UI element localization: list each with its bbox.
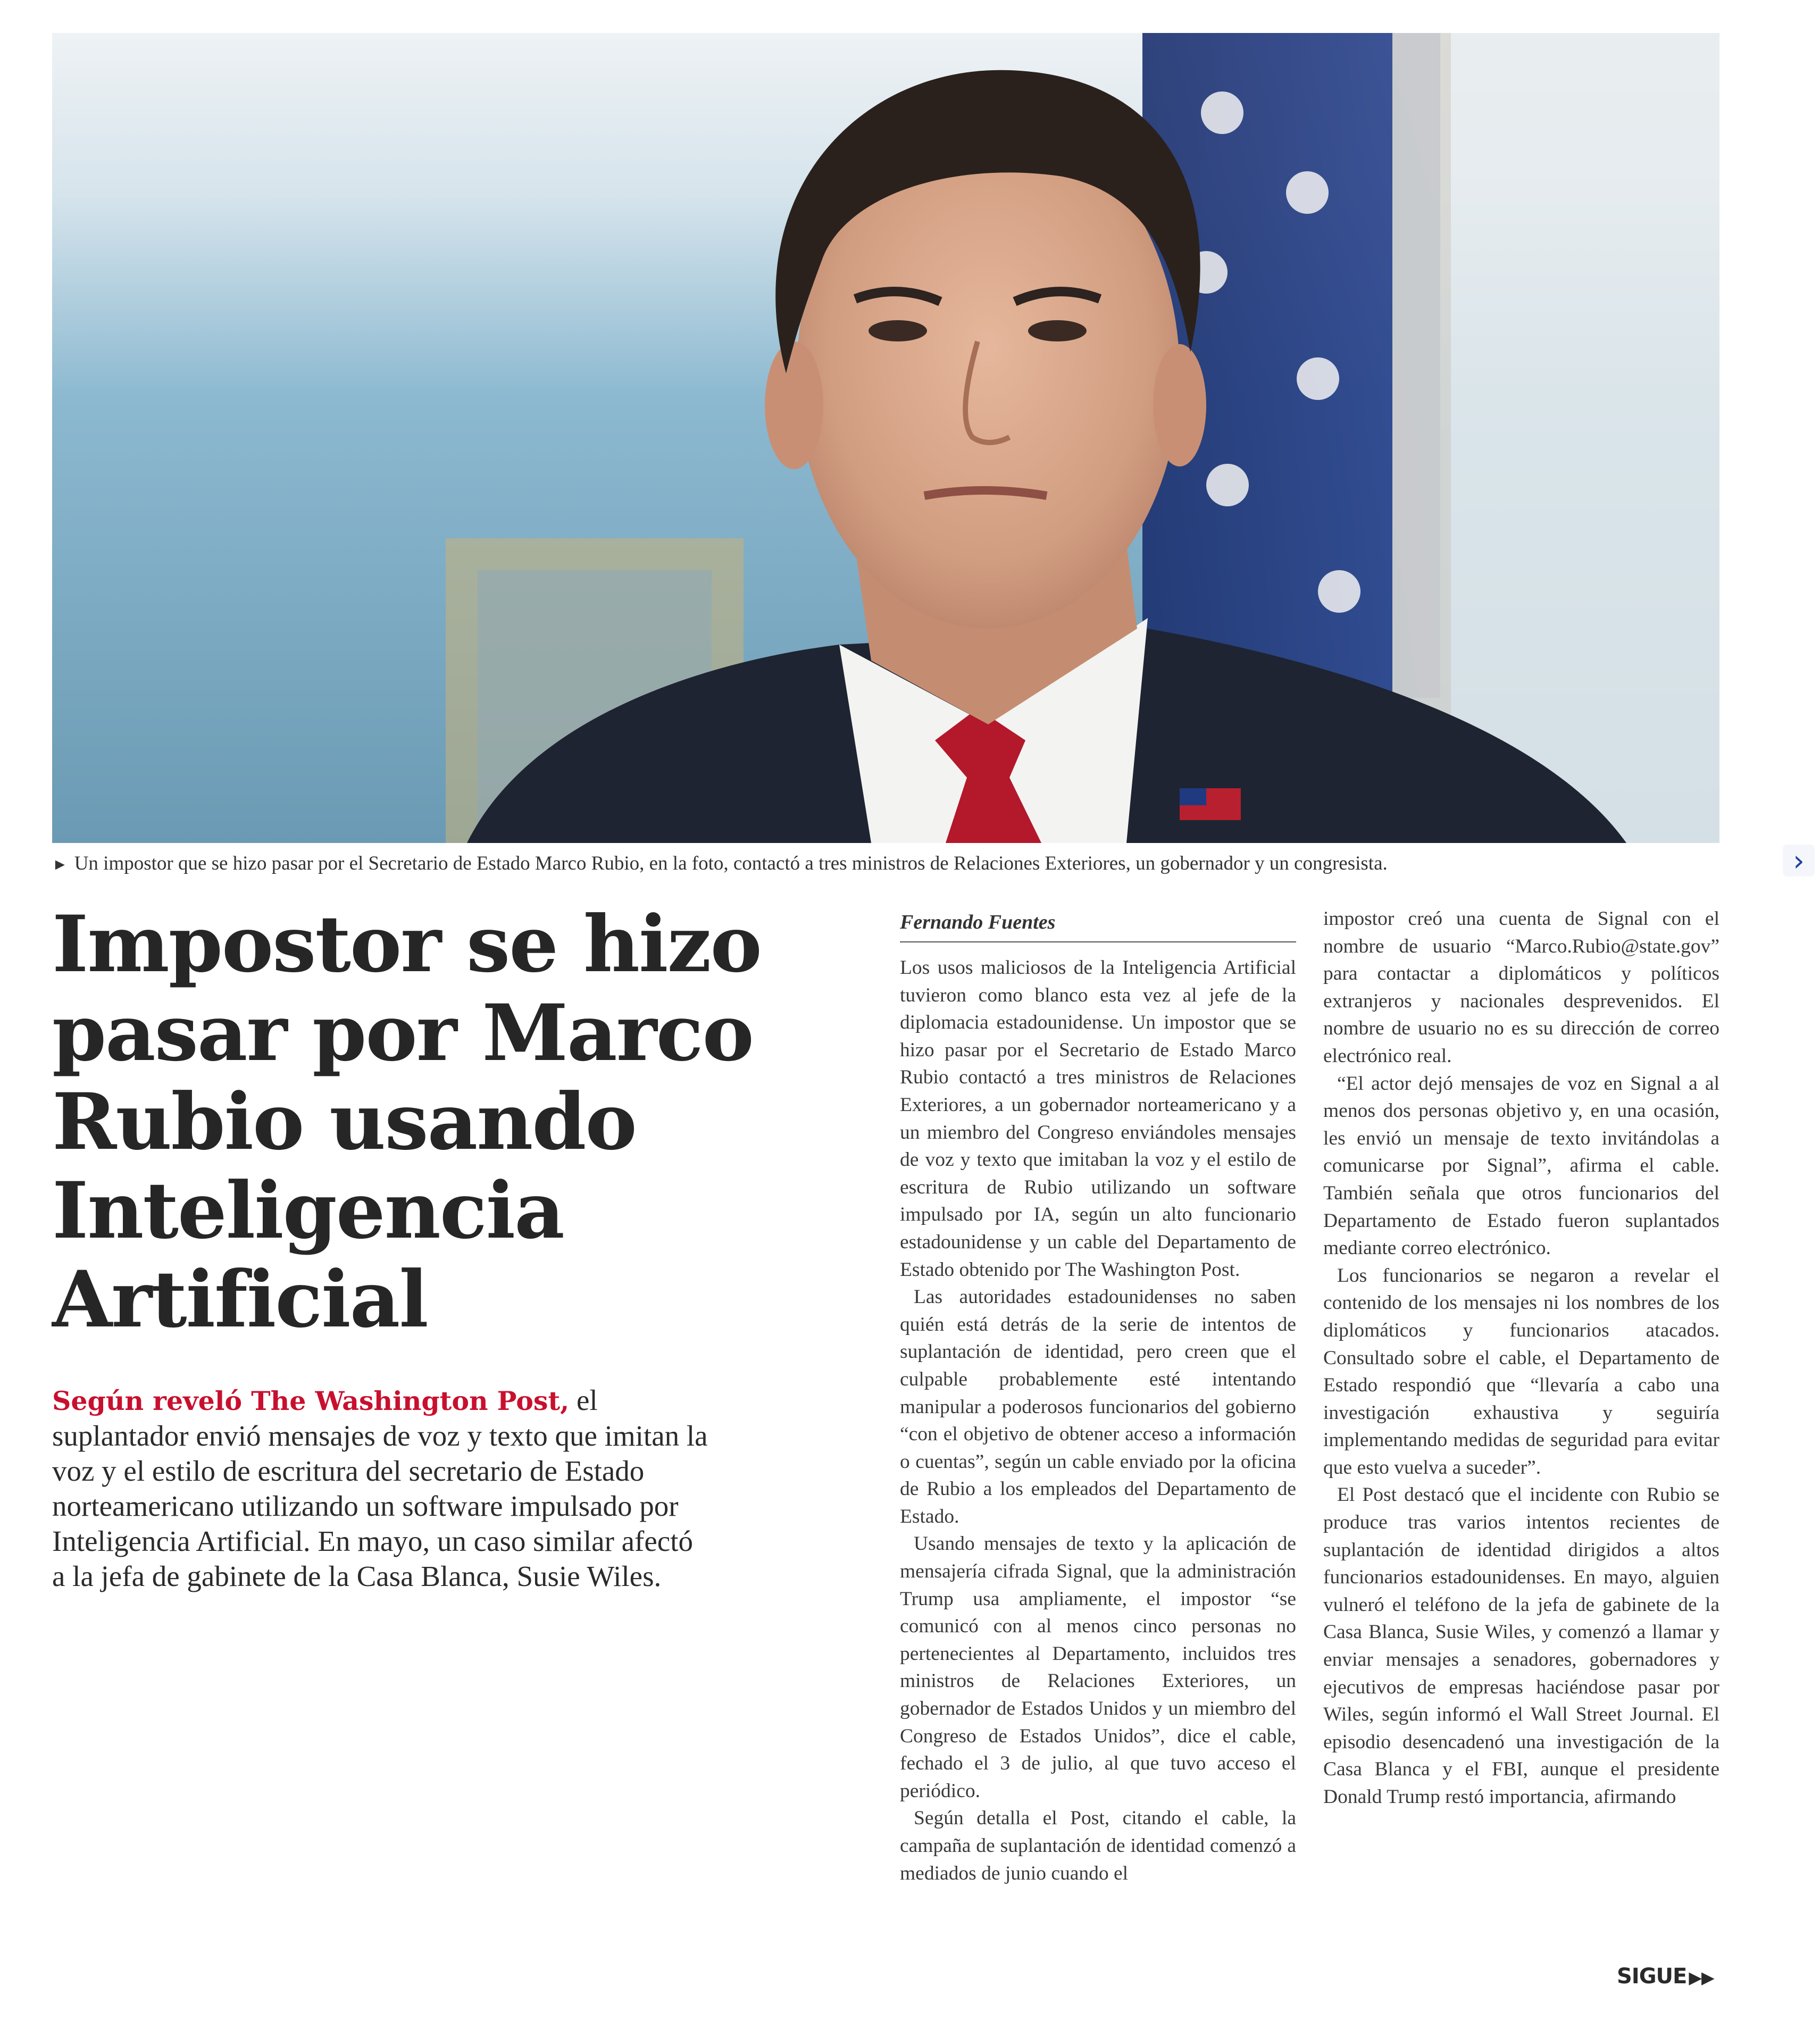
body-paragraph: Según detalla el Post, citando el cable, la campaña de suplantación de identidad comenzó a mediados de junio cuando el — [900, 1807, 1296, 1884]
body-column-1 — [900, 908, 1296, 1887]
article-photo — [52, 33, 1719, 843]
body-paragraph: impostor creó una cuenta de Signal con el nombre de usuario “Marco.Rubio@state.gov” para contactar a diplomáticos y políticos extranjeros y nacionales desprevenidos. El nombre de usuario no es su dirección de correo electrónico real. — [1323, 908, 1719, 1067]
continue-arrows-icon: ▶▶ — [1689, 1967, 1714, 1988]
next-page-icon[interactable]: › — [1783, 845, 1815, 876]
photo-caption — [52, 848, 1754, 880]
portrait-photo-icon — [52, 33, 1719, 843]
lead-kicker: Según reveló The Washington Post, — [52, 1385, 570, 1416]
continue-label: SIGUE — [1617, 1964, 1687, 1989]
body-paragraph: Los funcionarios se negaron a revelar el contenido de los mensajes ni los nombres de los diplomáticos y funcionarios atacados. Consultado sobre el cable, el Departamento de Estado respondió que “llevaría a cabo una investigación exhaustiva y seguiría implementando medidas de seguridad para evitar que esto vuelva a suceder”. — [1323, 1264, 1719, 1479]
body-paragraph: Las autoridades estadounidenses no saben quién está detrás de la serie de intentos de suplantación de identidad, pero creen que el culpable probablemente esté intentando manipular a poderosos funcionarios del gobierno “con el objetivo de obtener acceso a información o cuentas”, según un cable enviado por la oficina de Rubio a los empleados del Departamento de Estado. — [900, 1286, 1296, 1527]
lead-text: el suplantador envió mensajes de voz y texto que imitan la voz y el estilo de escritura del secretario de Estado norteamericano utilizando un software impulsado por Inteligencia Artificial. En mayo, un caso similar afectó a la jefa de gabinete de la Casa Blanca, Susie Wiles. — [52, 1384, 708, 1592]
byline: Fernando Fuentes — [900, 908, 1296, 942]
caption-marker-icon: ► — [52, 856, 68, 873]
body-paragraph: Usando mensajes de texto y la aplicación de mensajería cifrada Signal, que la administración Trump usa ampliamente, el impostor “se comunicó con al menos cinco personas no pertenecientes al Departamento, incluidos tres ministros de Relaciones Exteriores, un gobernador de Estados Unidos y un miembro del Congreso de Estados Unidos”, dice el cable, fechado el 3 de julio, al que tuvo acceso el periódico. — [900, 1533, 1296, 1802]
lead-paragraph — [52, 1383, 712, 1594]
body-paragraph: El Post destacó que el incidente con Rubio se produce tras varios intentos recientes de suplantación de identidad dirigidos a altos funcionarios estadounidenses. En mayo, alguien vulneró el teléfono de la jefa de gabinete de la Casa Blanca, Susie Wiles, y comenzó a llamar y enviar mensajes a senadores, gobernadores y ejecutivos de empresas haciéndose pasar por Wiles, según informó el Wall Street Journal. El episodio desencadenó una investigación de la Casa Blanca y el FBI, aunque el presidente Donald Trump restó importancia, afirmando — [1323, 1484, 1719, 1808]
body-paragraph: “El actor dejó mensajes de voz en Signal a al menos dos personas objetivo y, en una ocasión, les envió un mensaje de texto invitándolas a comunicarse por Signal”, afirma el cable. También señala que otros funcionarios del Departamento de Estado fueron suplantados mediante correo electrónico. — [1323, 1072, 1719, 1259]
body-column-2 — [1323, 905, 1719, 1811]
body-paragraph: Los usos maliciosos de la Inteligencia Artificial tuvieron como blanco esta vez al jefe de la diplomacia estadounidense. Un impostor que se hizo pasar por el Secretario de Estado Marco Rubio contactó a tres ministros de Relaciones Exteriores, a un gobernador norteamericano y a un miembro del Congreso enviándoles mensajes de voz y texto que imitaban la voz y el estilo de escritura de Rubio utilizando un software impulsado por IA, según un alto funcionario estadounidense y un cable del Departamento de Estado obtenido por The Washington Post. — [900, 957, 1296, 1281]
caption-text: Un impostor que se hizo pasar por el Secretario de Estado Marco Rubio, en la foto, contactó a tres ministros de Relaciones Exteriores, un gobernador y un congresista. — [74, 853, 1388, 874]
headline: Impostor se hizo pasar por Marco Rubio usando Inteligencia Artificial — [52, 899, 761, 1345]
continue-marker — [1617, 1960, 1714, 1992]
